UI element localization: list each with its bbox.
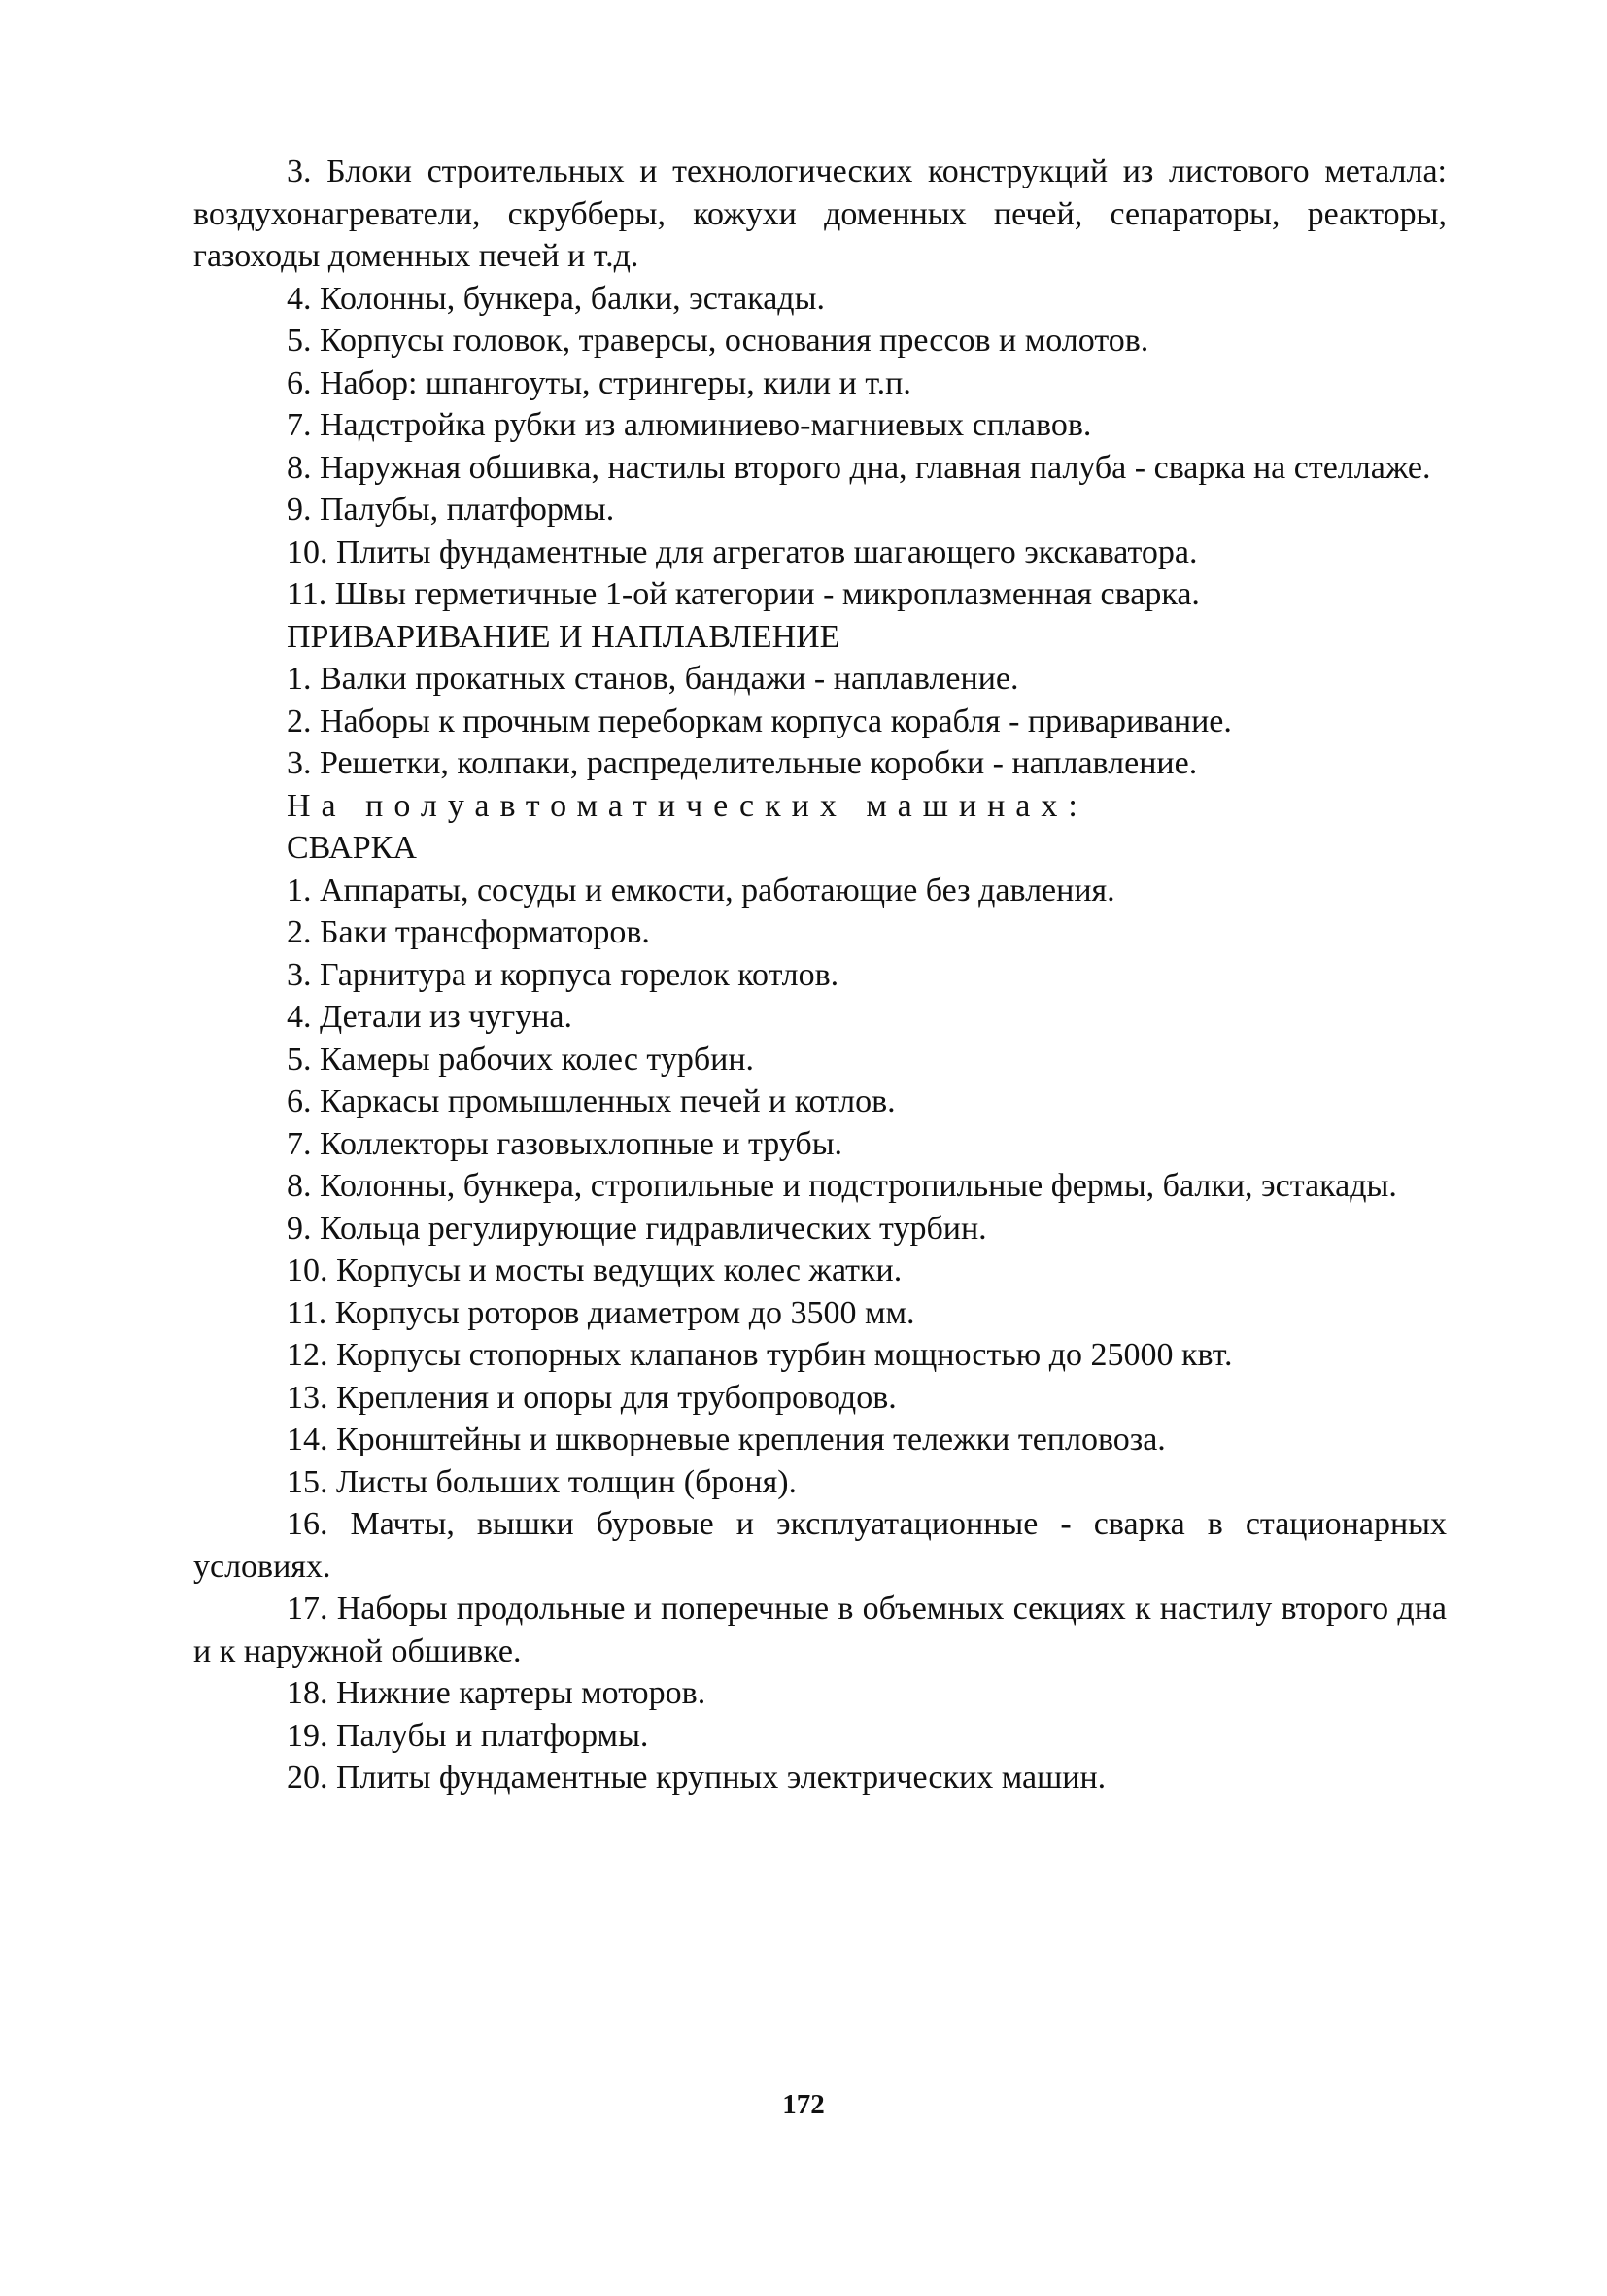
- page-content: [193, 151, 1447, 1799]
- list-item: 19. Палубы и платформы.: [287, 1717, 649, 1754]
- list-item: 2. Баки трансформаторов.: [287, 914, 650, 950]
- block-semi-automatic-welding-list: [193, 870, 1447, 1799]
- list-item: 15. Листы больших толщин (броня).: [287, 1463, 798, 1500]
- list-item: 3. Решетки, колпаки, распределительные коробки - наплавление.: [287, 745, 1198, 781]
- list-item: 5. Камеры рабочих колес турбин.: [287, 1041, 755, 1078]
- list-item: 5. Корпусы головок, траверсы, основания прессов и молотов.: [287, 323, 1149, 359]
- list-item: 6. Набор: шпангоуты, стрингеры, кили и т.п.: [287, 364, 911, 401]
- list-item: 3. Гарнитура и корпуса горелок котлов.: [287, 956, 839, 993]
- list-item: 11. Швы герметичные 1-ой категории - микроплазменная сварка.: [287, 576, 1200, 612]
- list-item: 17. Наборы продольные и поперечные в объемных секциях к настилу второго дна и к наружной обшивке.: [193, 1591, 1447, 1669]
- block-surfacing-list: [193, 658, 1447, 785]
- block-welding-list-continued: [193, 151, 1447, 616]
- list-item: 7. Надстройка рубки из алюминиево-магниевых сплавов.: [287, 407, 1092, 443]
- list-item: 16. Мачты, вышки буровые и эксплуатационные - сварка в стационарных условиях.: [193, 1506, 1447, 1585]
- list-item: 9. Кольца регулирующие гидравлических турбин.: [287, 1210, 987, 1247]
- list-item: 3. Блоки строительных и технологических конструкций из листового металла: воздухонагреватели, скрубберы, кожухи доменных печей, сепараторы, реакторы, газоходы доменных печей и т.д.: [193, 154, 1447, 274]
- list-item: 7. Коллекторы газовыхлопные и трубы.: [287, 1125, 843, 1162]
- list-item: 11. Корпусы роторов диаметром до 3500 мм.: [287, 1294, 915, 1331]
- list-item: 18. Нижние картеры моторов.: [287, 1675, 706, 1711]
- list-item: 4. Детали из чугуна.: [287, 999, 572, 1035]
- list-item: 8. Наружная обшивка, настилы второго дна, главная палуба - сварка на стеллаже.: [287, 449, 1431, 486]
- list-item: 4. Колонны, бункера, балки, эстакады.: [287, 280, 825, 317]
- list-item: 8. Колонны, бункера, стропильные и подстропильные фермы, балки, эстакады.: [287, 1168, 1397, 1204]
- section-heading-welding: СВАРКА: [287, 830, 417, 866]
- list-item: 1. Валки прокатных станов, бандажи - наплавление.: [287, 661, 1019, 697]
- list-item: 20. Плиты фундаментные крупных электрических машин.: [287, 1760, 1107, 1796]
- section-heading-surfacing: ПРИВАРИВАНИЕ И НАПЛАВЛЕНИЕ: [287, 618, 840, 655]
- list-item: 12. Корпусы стопорных клапанов турбин мощностью до 25000 квт.: [287, 1337, 1233, 1373]
- list-item: 2. Наборы к прочным переборкам корпуса корабля - приваривание.: [287, 703, 1232, 739]
- list-item: 6. Каркасы промышленных печей и котлов.: [287, 1083, 896, 1119]
- list-item: 13. Крепления и опоры для трубопроводов.: [287, 1379, 897, 1416]
- semi-automatic-heading: На полуавтоматических машинах:: [287, 787, 1088, 824]
- list-item: 9. Палубы, платформы.: [287, 492, 615, 528]
- list-item: 1. Аппараты, сосуды и емкости, работающие без давления.: [287, 872, 1115, 908]
- page-number: 172: [782, 2089, 825, 2120]
- list-item: 10. Плиты фундаментные для агрегатов шагающего экскаватора.: [287, 533, 1198, 570]
- list-item: 14. Кронштейны и шкворневые крепления тележки тепловоза.: [287, 1422, 1166, 1457]
- list-item: 10. Корпусы и мосты ведущих колес жатки.: [287, 1252, 903, 1288]
